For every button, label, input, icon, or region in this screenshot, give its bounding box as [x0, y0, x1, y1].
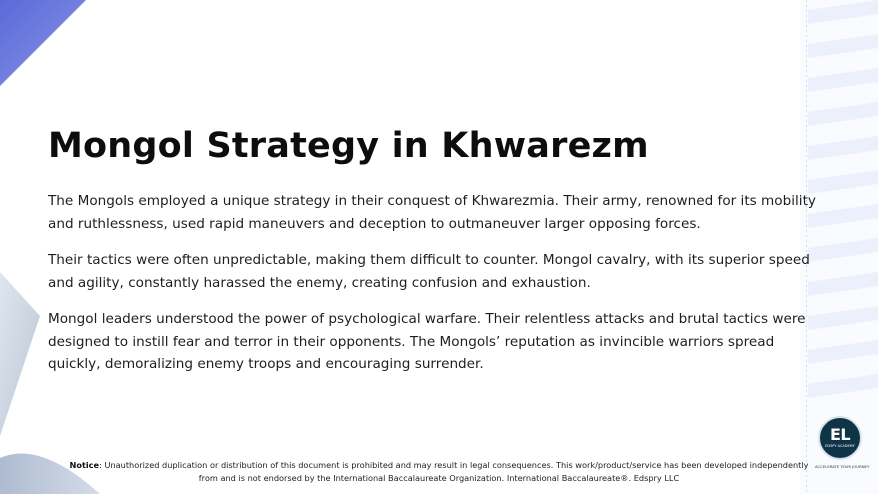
paragraph-strategy: The Mongols employed a unique strategy in their conquest of Khwarezmia. Their army, renowned for its mobility and ruthlessness, used rapid maneuvers and deception to outmaneuver larger opposing forces.: [48, 193, 816, 232]
logo-subtext: EDSPY ACADEMY: [825, 444, 855, 448]
left-side-shape: [0, 272, 40, 436]
logo-tagline: ACCELERATE YOUR JOURNEY: [815, 464, 870, 469]
paragraph-psychological-warfare: Mongol leaders understood the power of psychological warfare. Their relentless attacks and brutal tactics were designed to instill fear and terror in their opponents. The Mongols’ reputation as invincible warriors spread quickly, demoralizing enemy troops and encouraging surrender.: [48, 311, 806, 372]
legal-notice: [60, 459, 818, 485]
notice-text: : Unauthorized duplication or distribution of this document is prohibited and may result in legal consequences. This work/product/service has been developed independently from and is not endorsed by the International Baccalaureate Organization. International Baccalaureate®. Edspry LLC: [99, 460, 809, 483]
slide-title: Mongol Strategy in Khwarezm: [48, 126, 649, 166]
edspry-logo: [815, 414, 869, 476]
paragraph-tactics: Their tactics were often unpredictable, making them difficult to counter. Mongol cavalry, with its superior speed and agility, constantly harassed the enemy, creating confusion and exhaustion.: [48, 252, 810, 291]
notice-label: Notice: [69, 460, 100, 470]
corner-triangle: [0, 0, 86, 86]
logo-letters: EL: [829, 425, 851, 444]
logo-badge: [818, 416, 862, 460]
